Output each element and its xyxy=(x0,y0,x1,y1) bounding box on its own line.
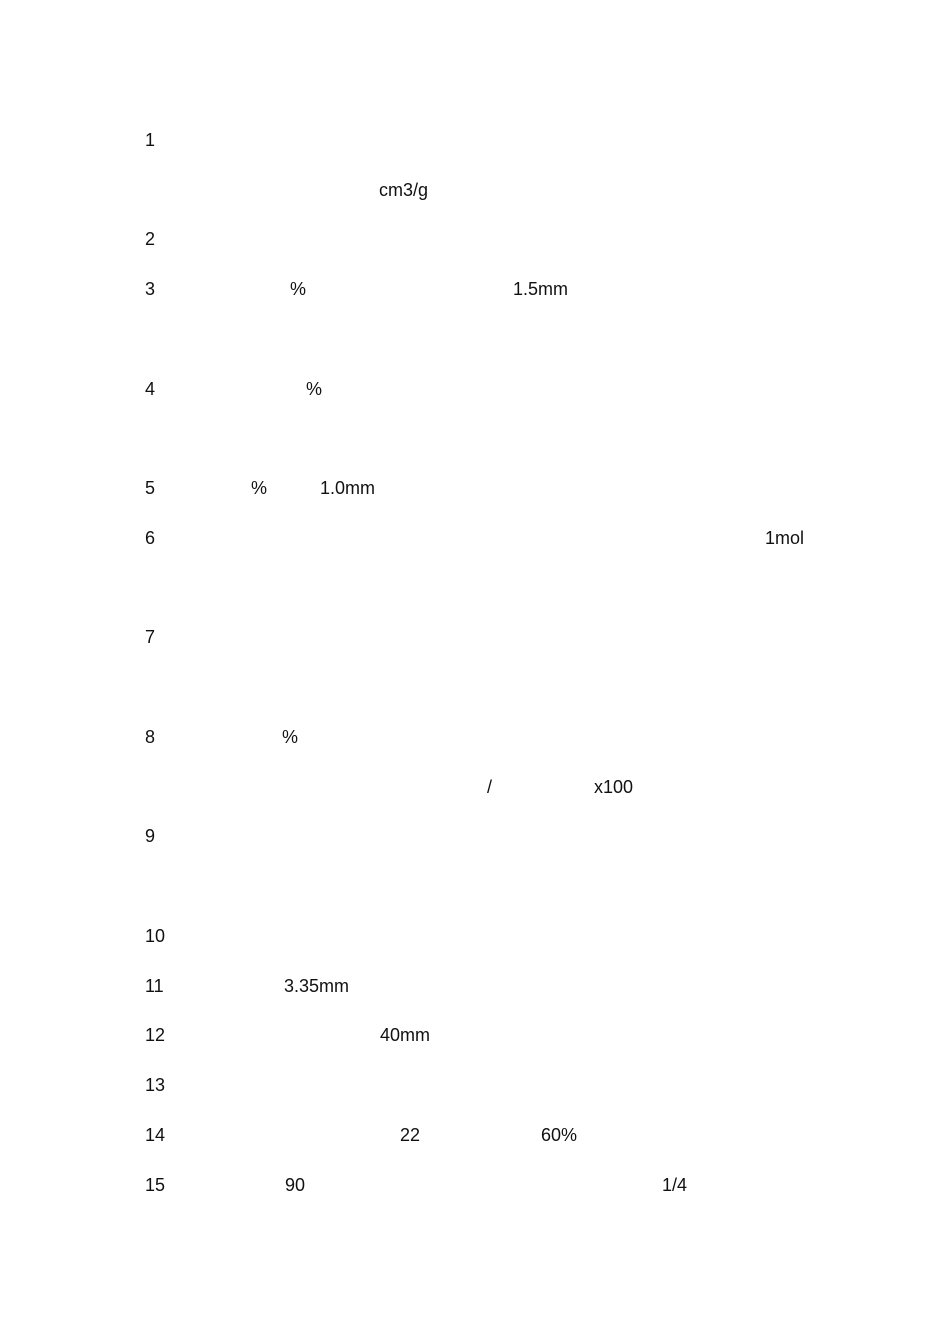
value-text: 1/4 xyxy=(662,1175,688,1195)
item-number: 4 xyxy=(145,379,156,399)
measure-text: 1.0mm xyxy=(320,478,376,498)
percent-sign: % xyxy=(290,279,307,299)
item-number: 8 xyxy=(145,727,156,747)
item-number: 1 xyxy=(145,130,156,150)
measure-text: 40mm xyxy=(380,1025,431,1045)
item-number: 7 xyxy=(145,627,156,647)
item-number: 13 xyxy=(145,1075,166,1095)
item-number: 14 xyxy=(145,1125,166,1145)
percent-sign: % xyxy=(251,478,268,498)
measure-text: 1.5mm xyxy=(513,279,569,299)
item-number: 2 xyxy=(145,229,156,249)
measure-text: 3.35mm xyxy=(284,976,350,996)
formula-slash: / xyxy=(487,777,493,797)
item-number: 10 xyxy=(145,926,166,946)
formula-multiplier: x100 xyxy=(594,777,634,797)
unit-text: cm3/g xyxy=(379,180,429,200)
item-number: 5 xyxy=(145,478,156,498)
percent-sign: % xyxy=(306,379,323,399)
item-number: 9 xyxy=(145,826,156,846)
value-text: 60% xyxy=(541,1125,578,1145)
value-text: 22 xyxy=(400,1125,421,1145)
item-number: 11 xyxy=(145,976,164,996)
percent-sign: % xyxy=(282,727,299,747)
item-number: 6 xyxy=(145,528,156,548)
item-number: 3 xyxy=(145,279,156,299)
item-number: 15 xyxy=(145,1175,166,1195)
value-text: 90 xyxy=(285,1175,306,1195)
measure-text: 1mol xyxy=(765,528,805,548)
item-number: 12 xyxy=(145,1025,166,1045)
